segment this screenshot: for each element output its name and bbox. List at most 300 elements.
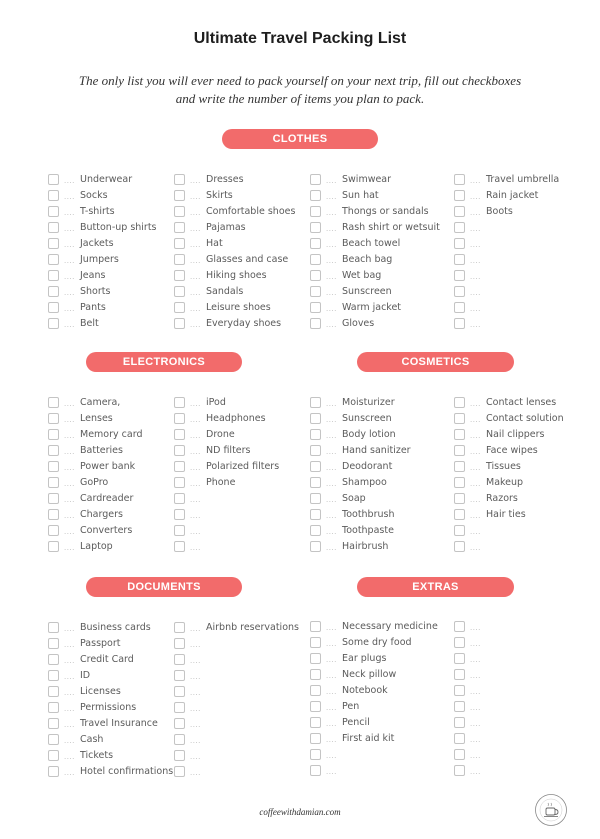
checkbox[interactable] [310,413,321,424]
item-label: Sunscreen [342,285,392,297]
quantity-field[interactable]: .... [470,224,481,233]
list-item [48,763,173,779]
subtitle-line-2: and write the number of items you plan to pack. [175,91,425,106]
list-item [174,490,279,506]
checkbox[interactable] [310,318,321,329]
quantity-field[interactable]: .... [470,431,481,440]
quantity-field[interactable]: .... [64,176,75,185]
checkbox[interactable] [310,222,321,233]
checkbox[interactable] [174,525,185,536]
quantity-field[interactable]: .... [64,320,75,329]
quantity-field[interactable]: .... [190,720,201,729]
checkbox[interactable] [174,654,185,665]
quantity-field[interactable]: .... [326,527,337,536]
checkbox[interactable] [454,318,465,329]
checkbox[interactable] [48,670,59,681]
quantity-field[interactable]: .... [470,192,481,201]
list-item [454,714,486,730]
checkbox[interactable] [174,270,185,281]
checkbox[interactable] [174,445,185,456]
item-label: GoPro [80,476,109,488]
checkbox[interactable] [174,670,185,681]
quantity-field[interactable]: .... [190,511,201,520]
item-label: Toothbrush [342,508,395,520]
quantity-field[interactable]: .... [326,703,337,712]
checkbox[interactable] [310,525,321,536]
checkbox[interactable] [48,477,59,488]
checkbox[interactable] [48,413,59,424]
checkbox[interactable] [310,429,321,440]
list-item [174,474,279,490]
quantity-field[interactable]: .... [470,399,481,408]
list-item [454,283,559,299]
checkbox[interactable] [310,302,321,313]
checkbox[interactable] [174,509,185,520]
quantity-field[interactable]: .... [470,495,481,504]
checkbox[interactable] [310,637,321,648]
quantity-field[interactable]: .... [326,304,337,313]
quantity-field[interactable]: .... [470,751,481,760]
quantity-field[interactable]: .... [326,176,337,185]
quantity-field[interactable]: .... [470,655,481,664]
checkbox[interactable] [48,686,59,697]
subtitle-line-1: The only list you will ever need to pack yourself on your next trip, fill out checkboxes [78,73,522,88]
item-label: Credit Card [80,653,134,665]
quantity-field[interactable]: .... [64,527,75,536]
quantity-field[interactable]: .... [64,688,75,697]
checkbox[interactable] [454,669,465,680]
list-item [310,490,411,506]
quantity-field[interactable]: .... [326,431,337,440]
quantity-field[interactable]: .... [470,687,481,696]
checkbox[interactable] [48,509,59,520]
quantity-field[interactable]: .... [326,623,337,632]
checkbox[interactable] [174,254,185,265]
quantity-field[interactable]: .... [190,288,201,297]
checkbox[interactable] [174,493,185,504]
checkbox[interactable] [310,397,321,408]
quantity-field[interactable]: .... [190,640,201,649]
quantity-field[interactable]: .... [326,751,337,760]
checkbox[interactable] [174,190,185,201]
quantity-field[interactable]: .... [64,479,75,488]
checkbox[interactable] [454,637,465,648]
quantity-field[interactable]: .... [64,624,75,633]
list-item [310,394,411,410]
checkbox[interactable] [310,238,321,249]
quantity-field[interactable]: .... [64,495,75,504]
section-header-cosmetics: COSMETICS [357,352,514,372]
quantity-field[interactable]: .... [326,639,337,648]
checkbox[interactable] [174,734,185,745]
quantity-field[interactable]: .... [190,736,201,745]
checkbox[interactable] [48,302,59,313]
checkbox[interactable] [48,270,59,281]
quantity-field[interactable]: .... [190,752,201,761]
checkbox[interactable] [174,702,185,713]
checkbox[interactable] [48,541,59,552]
quantity-field[interactable]: .... [326,447,337,456]
quantity-field[interactable]: .... [326,288,337,297]
quantity-field[interactable]: .... [190,224,201,233]
item-label: Skirts [206,189,233,201]
checkbox[interactable] [174,286,185,297]
quantity-field[interactable]: .... [470,735,481,744]
checkbox[interactable] [310,701,321,712]
checkbox[interactable] [310,445,321,456]
checkbox[interactable] [174,750,185,761]
checkbox[interactable] [48,238,59,249]
checkbox[interactable] [310,286,321,297]
checkbox[interactable] [174,318,185,329]
checkbox[interactable] [48,766,59,777]
quantity-field[interactable]: .... [190,447,201,456]
quantity-field[interactable]: .... [190,399,201,408]
quantity-field[interactable]: .... [326,272,337,281]
checkbox[interactable] [174,222,185,233]
checkbox[interactable] [454,509,465,520]
checkbox[interactable] [48,461,59,472]
list-item [48,699,173,715]
quantity-field[interactable]: .... [64,543,75,552]
item-label: Moisturizer [342,396,395,408]
checkbox[interactable] [174,622,185,633]
item-label: Glasses and case [206,253,289,265]
list-item [174,458,279,474]
checkbox[interactable] [310,733,321,744]
checkbox[interactable] [454,717,465,728]
quantity-field[interactable]: .... [190,463,201,472]
quantity-field[interactable]: .... [64,656,75,665]
quantity-field[interactable]: .... [470,767,481,776]
quantity-field[interactable]: .... [64,208,75,217]
checkbox[interactable] [174,429,185,440]
item-label: ND filters [206,444,251,456]
checkbox[interactable] [310,493,321,504]
quantity-field[interactable]: .... [190,272,201,281]
item-label: Necessary medicine [342,620,438,632]
list-item [174,731,299,747]
quantity-field[interactable]: .... [470,256,481,265]
quantity-field[interactable]: .... [470,176,481,185]
list-item [454,634,486,650]
checkbox[interactable] [454,222,465,233]
checkbox[interactable] [454,190,465,201]
quantity-field[interactable]: .... [64,672,75,681]
quantity-field[interactable]: .... [326,511,337,520]
checkbox[interactable] [174,541,185,552]
checkbox[interactable] [310,477,321,488]
item-label: Sandals [206,285,244,297]
checkbox[interactable] [48,638,59,649]
checkbox[interactable] [48,718,59,729]
checkbox[interactable] [48,445,59,456]
quantity-field[interactable]: .... [470,527,481,536]
checkbox[interactable] [310,541,321,552]
checkbox[interactable] [454,413,465,424]
quantity-field[interactable]: .... [326,543,337,552]
checkbox[interactable] [454,174,465,185]
list-item [48,203,157,219]
quantity-field[interactable]: .... [190,495,201,504]
quantity-field[interactable]: .... [470,511,481,520]
item-label: Contact solution [486,412,564,424]
list-item [48,474,142,490]
electronics-column-1 [48,394,142,554]
item-label: Neck pillow [342,668,397,680]
item-label: Pen [342,700,360,712]
quantity-field[interactable]: .... [326,399,337,408]
quantity-field[interactable]: .... [326,208,337,217]
quantity-field[interactable]: .... [470,703,481,712]
list-item [174,683,299,699]
checkbox[interactable] [48,734,59,745]
quantity-field[interactable]: .... [64,431,75,440]
list-item [454,442,564,458]
quantity-field[interactable]: .... [190,208,201,217]
checkbox[interactable] [48,286,59,297]
list-item [48,458,142,474]
checkbox[interactable] [48,750,59,761]
checkbox[interactable] [310,190,321,201]
quantity-field[interactable]: .... [64,288,75,297]
quantity-field[interactable]: .... [64,752,75,761]
item-label: Travel Insurance [80,717,158,729]
quantity-field[interactable]: .... [326,256,337,265]
footer-url: coffeewithdamian.com [259,807,341,817]
quantity-field[interactable]: .... [326,735,337,744]
checkbox[interactable] [310,206,321,217]
checkbox[interactable] [310,270,321,281]
checkbox[interactable] [310,509,321,520]
quantity-field[interactable]: .... [190,672,201,681]
quantity-field[interactable]: .... [470,639,481,648]
item-label: Soap [342,492,366,504]
checkbox[interactable] [454,477,465,488]
checkbox[interactable] [454,461,465,472]
quantity-field[interactable]: .... [470,240,481,249]
checkbox[interactable] [174,766,185,777]
checkbox[interactable] [454,270,465,281]
quantity-field[interactable]: .... [190,479,201,488]
quantity-field[interactable]: .... [190,256,201,265]
item-label: Lenses [80,412,113,424]
quantity-field[interactable]: .... [190,240,201,249]
quantity-field[interactable]: .... [64,256,75,265]
item-label: Ear plugs [342,652,387,664]
quantity-field[interactable]: .... [470,719,481,728]
checkbox[interactable] [454,733,465,744]
checkbox[interactable] [48,206,59,217]
checkbox[interactable] [310,461,321,472]
quantity-field[interactable]: .... [64,704,75,713]
quantity-field[interactable]: .... [326,687,337,696]
quantity-field[interactable]: .... [470,288,481,297]
item-label: Jackets [80,237,114,249]
quantity-field[interactable]: .... [64,304,75,313]
checkbox[interactable] [48,222,59,233]
quantity-field[interactable]: .... [190,688,201,697]
checkbox[interactable] [454,429,465,440]
checkbox[interactable] [310,653,321,664]
checkbox[interactable] [454,765,465,776]
checkbox[interactable] [174,206,185,217]
quantity-field[interactable]: .... [190,431,201,440]
checkbox[interactable] [48,525,59,536]
checkbox[interactable] [454,206,465,217]
item-label: Licenses [80,685,121,697]
quantity-field[interactable]: .... [64,511,75,520]
quantity-field[interactable]: .... [190,304,201,313]
checkbox[interactable] [48,493,59,504]
quantity-field[interactable]: .... [190,320,201,329]
checkbox[interactable] [454,254,465,265]
checkbox[interactable] [174,174,185,185]
list-item [48,394,142,410]
quantity-field[interactable]: .... [326,415,337,424]
checkbox[interactable] [454,525,465,536]
quantity-field[interactable]: .... [64,399,75,408]
checkbox[interactable] [454,445,465,456]
quantity-field[interactable]: .... [470,415,481,424]
item-label: Everyday shoes [206,317,282,329]
checkbox[interactable] [310,685,321,696]
item-label: Body lotion [342,428,396,440]
quantity-field[interactable]: .... [64,768,75,777]
section-header-documents: DOCUMENTS [86,577,242,597]
quantity-field[interactable]: .... [326,719,337,728]
checkbox[interactable] [454,621,465,632]
item-label: Pencil [342,716,370,728]
quantity-field[interactable]: .... [190,527,201,536]
quantity-field[interactable]: .... [470,623,481,632]
quantity-field[interactable]: .... [190,704,201,713]
checkbox[interactable] [174,477,185,488]
quantity-field[interactable]: .... [326,192,337,201]
quantity-field[interactable]: .... [326,224,337,233]
quantity-field[interactable]: .... [326,767,337,776]
checkbox[interactable] [454,493,465,504]
item-label: Drone [206,428,235,440]
item-label: Nail clippers [486,428,545,440]
checkbox[interactable] [454,397,465,408]
quantity-field[interactable]: .... [470,208,481,217]
quantity-field[interactable]: .... [190,624,201,633]
item-label: iPod [206,396,226,408]
item-label: Beach bag [342,253,393,265]
checkbox[interactable] [454,286,465,297]
quantity-field[interactable]: .... [64,640,75,649]
checkbox[interactable] [48,622,59,633]
checkbox[interactable] [174,397,185,408]
checkbox[interactable] [454,749,465,760]
list-item [454,762,486,778]
item-label: Toothpaste [342,524,394,536]
checkbox[interactable] [454,653,465,664]
quantity-field[interactable]: .... [64,272,75,281]
quantity-field[interactable]: .... [470,447,481,456]
quantity-field[interactable]: .... [470,320,481,329]
list-item [48,538,142,554]
quantity-field[interactable]: .... [326,495,337,504]
checkbox[interactable] [454,541,465,552]
quantity-field[interactable]: .... [326,240,337,249]
quantity-field[interactable]: .... [64,736,75,745]
quantity-field[interactable]: .... [190,192,201,201]
checkbox[interactable] [48,318,59,329]
checkbox[interactable] [310,669,321,680]
checkbox[interactable] [454,302,465,313]
quantity-field[interactable]: .... [190,415,201,424]
quantity-field[interactable]: .... [326,671,337,680]
cosmetics-column-1 [310,394,411,554]
checkbox[interactable] [48,702,59,713]
checkbox[interactable] [174,638,185,649]
quantity-field[interactable]: .... [64,447,75,456]
checkbox[interactable] [174,718,185,729]
list-item [174,235,295,251]
checkbox[interactable] [310,749,321,760]
item-label: Face wipes [486,444,538,456]
checkbox[interactable] [174,302,185,313]
quantity-field[interactable]: .... [470,272,481,281]
checkbox[interactable] [48,174,59,185]
quantity-field[interactable]: .... [64,192,75,201]
quantity-field[interactable]: .... [470,671,481,680]
checkbox[interactable] [174,686,185,697]
quantity-field[interactable]: .... [190,543,201,552]
quantity-field[interactable]: .... [326,655,337,664]
quantity-field[interactable]: .... [326,320,337,329]
quantity-field[interactable]: .... [190,768,201,777]
quantity-field[interactable]: .... [470,543,481,552]
clothes-column-2 [174,171,295,331]
quantity-field[interactable]: .... [190,656,201,665]
checkbox[interactable] [454,701,465,712]
quantity-field[interactable]: .... [64,463,75,472]
checkbox[interactable] [310,621,321,632]
checkbox[interactable] [174,238,185,249]
quantity-field[interactable]: .... [470,304,481,313]
quantity-field[interactable]: .... [64,720,75,729]
quantity-field[interactable]: .... [470,463,481,472]
checkbox[interactable] [48,190,59,201]
quantity-field[interactable]: .... [470,479,481,488]
checkbox[interactable] [310,174,321,185]
quantity-field[interactable]: .... [190,176,201,185]
quantity-field[interactable]: .... [64,224,75,233]
checkbox[interactable] [48,429,59,440]
checkbox[interactable] [310,765,321,776]
checkbox[interactable] [48,397,59,408]
list-item [174,187,295,203]
quantity-field[interactable]: .... [64,415,75,424]
checkbox[interactable] [310,254,321,265]
list-item [454,267,559,283]
checkbox[interactable] [48,654,59,665]
checkbox[interactable] [454,685,465,696]
checkbox[interactable] [174,413,185,424]
checkbox[interactable] [174,461,185,472]
checkbox[interactable] [454,238,465,249]
checkbox[interactable] [310,717,321,728]
quantity-field[interactable]: .... [326,463,337,472]
list-item [310,315,440,331]
quantity-field[interactable]: .... [64,240,75,249]
list-item [174,651,299,667]
quantity-field[interactable]: .... [326,479,337,488]
checkbox[interactable] [48,254,59,265]
